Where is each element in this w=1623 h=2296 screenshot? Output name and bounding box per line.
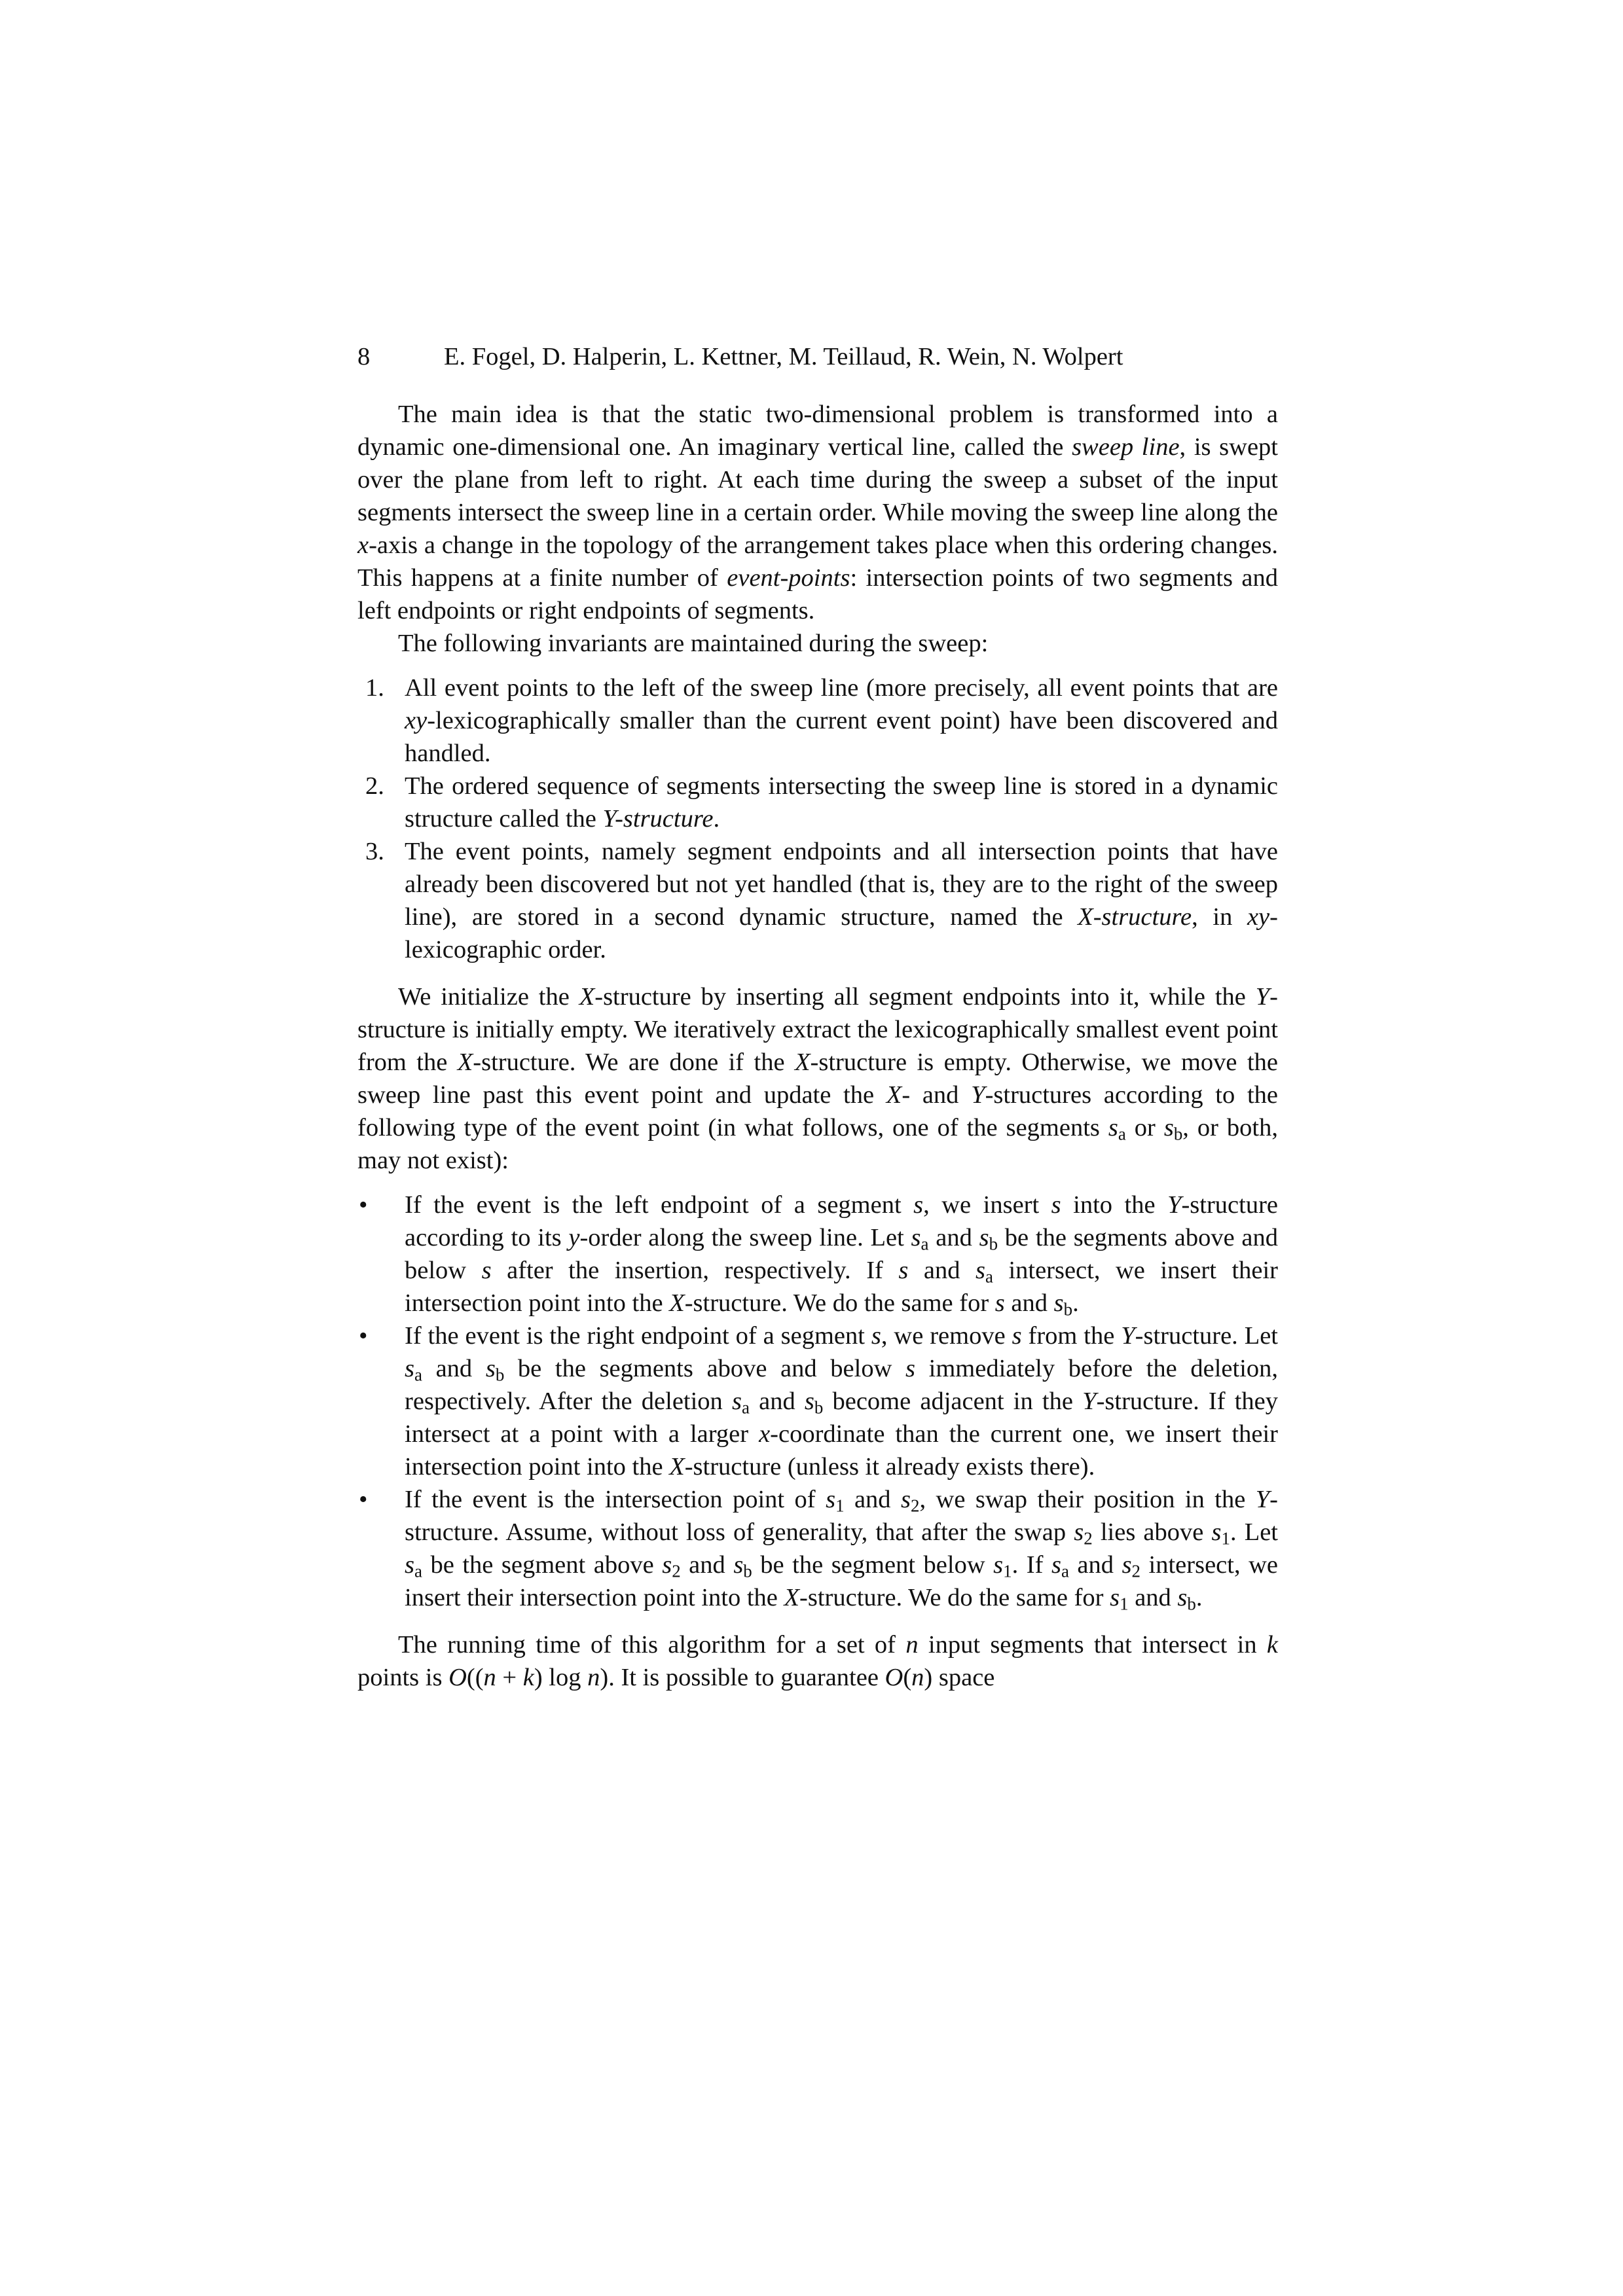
invariants-list bbox=[357, 672, 1278, 966]
bullet-icon: • bbox=[359, 1191, 368, 1219]
running-head bbox=[357, 340, 1278, 373]
paragraph-main-idea: The main idea is that the static two-dimensional problem is transformed into a dynamic one-dimensional one. An imaginary vertical line, called the sweep line, is swept over the plane from left to right. At each time during the sweep a subset of the input segments intersect the sweep line in a certain order. While moving the sweep line along the x-axis a change in the topology of the arrangement takes place when this ordering changes. This happens at a finite number of event-points: intersection points of two segments and left endpoints or right endpoints of segments. bbox=[357, 401, 1279, 624]
item-number: 2. bbox=[365, 772, 384, 800]
paper-page bbox=[357, 340, 1278, 1694]
bullet-icon: • bbox=[359, 1322, 368, 1350]
author-list: E. Fogel, D. Halperin, L. Kettner, M. Teillaud, R. Wein, N. Wolpert bbox=[444, 343, 1123, 370]
bullet-icon: • bbox=[359, 1486, 368, 1513]
paragraph-initialize: We initialize the X-structure by inserting all segment endpoints into it, while the Y-structure is initially empty. We iteratively extract the lexicographically smallest event point from the X-structure. We are done if the X-structure is empty. Otherwise, we move the sweep line past this event point and update the X- and Y-structures according to the following type of the event point (in what follows, one of the segments $s_a$ or $s_b$, or both, may not exist): bbox=[357, 983, 1278, 1174]
list-item: 3. The event points, namely segment endpoints and all intersection points that have already been discovered but not yet handled (that is, they are to the right of the sweep line), are stored in a second dynamic structure, named the X-structure, in xy-lexicographic order. bbox=[357, 835, 1278, 966]
term-event-points: event-points bbox=[727, 564, 850, 592]
list-item: • If the event is the right endpoint of a segment s, we remove s from the Y-structure. Let $s_a$ and $s_b$ be the segments above and below s immediately before the deletion, respectively. After the deletion $s_a$ and $s_b$ become adjacent in the Y-structure. If they intersect at a point with a larger x-coordinate than the current one, we insert their intersection point into the X-structure (unless it already exists there). bbox=[357, 1319, 1278, 1483]
term-sweep-line: sweep line bbox=[1072, 433, 1180, 461]
item-number: 3. bbox=[365, 838, 384, 865]
paragraph-invariants-intro: The following invariants are maintained during the sweep: bbox=[398, 630, 989, 657]
list-item: • If the event is the left endpoint of a segment s, we insert s into the Y-structure according to its y-order along the sweep line. Let $s_a$ and $s_b$ be the segments above and below s after the insertion, respectively. If s and $s_a$ intersect, we insert their intersection point into the X-structure. We do the same for s and $s_b$. bbox=[357, 1189, 1278, 1319]
paragraph-running-time: The running time of this algorithm for a set of n input segments that intersect in k points is O((n + k) log n). It is possible to guarantee O(n) space bbox=[357, 1631, 1278, 1691]
list-item: 1. All event points to the left of the sweep line (more precisely, all event points that are xy-lexicographically smaller than the current event point) have been discovered and handled. bbox=[357, 672, 1278, 770]
list-item: • If the event is the intersection point of $s_1$ and $s_2$, we swap their position in the Y-structure. Assume, without loss of generality, that after the swap $s_2$ lies above $s_1$. Let $s_a$ be the segment above $s_2$ and $s_b$ be the segment below $s_1$. If $s_a$ and $s_2$ intersect, we insert their intersection point into the X-structure. We do the same for $s_1$ and $s_b$. bbox=[357, 1483, 1278, 1614]
item-number: 1. bbox=[365, 674, 384, 702]
page-number: 8 bbox=[357, 343, 371, 370]
list-item: 2. The ordered sequence of segments intersecting the sweep line is stored in a dynamic structure called the Y-structure. bbox=[357, 770, 1278, 835]
event-type-list bbox=[357, 1189, 1278, 1614]
